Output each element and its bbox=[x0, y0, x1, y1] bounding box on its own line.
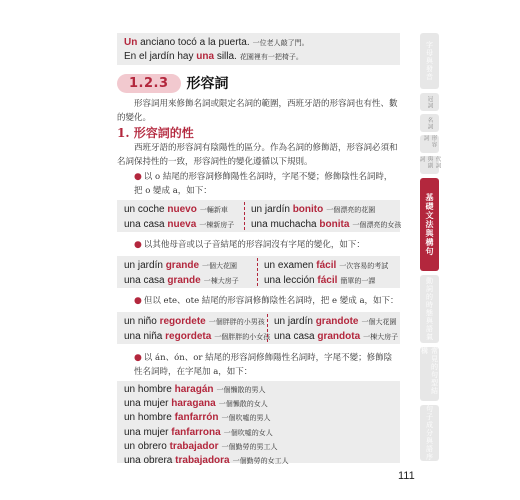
intro-paragraph: 形容詞用來修飾名詞或限定名詞的範圍，西班牙語的形容詞也有性、數的變化。 bbox=[117, 99, 398, 123]
tab-word-order[interactable]: 句子成分與語序 bbox=[420, 405, 439, 461]
example-line: una obrera trabajadora 一個勤勞的女工人 bbox=[124, 455, 289, 467]
example-box-an-on-or bbox=[117, 381, 400, 467]
gender-paragraph: 西班牙語的形容詞有陰陽性的區分。作為名詞的修飾語，形容詞必須和名詞保持性的一致，形容詞性的變化遵循以下規則。 bbox=[117, 143, 398, 167]
section-heading bbox=[117, 72, 229, 94]
page-number: 111 bbox=[398, 470, 415, 482]
example-box-other bbox=[117, 256, 400, 288]
tab-adjectives[interactable]: 形容詞 bbox=[420, 135, 439, 153]
example-column-right bbox=[264, 259, 388, 289]
tab-basic-grammar[interactable]: 基礎文法與構句 bbox=[420, 178, 439, 271]
tab-sentence-patterns[interactable]: 常見的句型結構 bbox=[420, 347, 439, 401]
example-line: un niño regordete 一個胖胖的小男孩 bbox=[124, 316, 265, 327]
example-line: un examen fácil 一次容易的考試 bbox=[264, 260, 389, 271]
bullet-rule-o: ● 以 o 結尾的形容詞修飾陽性名詞時，字尾不變；修飾陰性名詞時，把 o 變成 a，如下： bbox=[134, 172, 393, 196]
example-line: una casa nueva 一棟新房子 bbox=[124, 219, 235, 230]
example-column-right bbox=[251, 203, 401, 233]
bullet-rule-an-on-or: ● 以 án、ón、or 結尾的形容詞修飾陽性名詞時，字尾不變；修飾陰性名詞時，在字尾加 a，如下： bbox=[134, 353, 393, 377]
example-line: una lección fácil 簡單的一課 bbox=[264, 275, 376, 286]
heading-gender: 1. 形容詞的性 bbox=[117, 126, 194, 140]
dashed-divider bbox=[244, 202, 245, 230]
example-line: un coche nuevo 一輛新車 bbox=[124, 204, 228, 215]
bullet-icon: ● bbox=[134, 353, 142, 363]
bullet-icon: ● bbox=[134, 296, 142, 306]
example-column-left bbox=[124, 203, 234, 233]
tab-nouns[interactable]: 名詞 bbox=[420, 114, 439, 132]
example-line: En el jardín hay una silla. 花園裡有一把椅子。 bbox=[124, 51, 303, 62]
tab-pronunciation[interactable]: 字母與發音 bbox=[420, 33, 439, 89]
example-line: una casa grande 一棟大房子 bbox=[124, 275, 239, 286]
example-line: un obrero trabajador 一個勤勞的男工人 bbox=[124, 440, 278, 452]
tab-pronouns[interactable]: 代詞與副詞 bbox=[420, 156, 439, 174]
bullet-rule-ete: ● 但以 ete、ote 結尾的形容詞修飾陰性名詞時，把 e 變成 a，如下： bbox=[134, 296, 399, 306]
example-box-o bbox=[117, 200, 400, 232]
bullet-rule-other: ● 以其他母音或以子音結尾的形容詞沒有字尾的變化，如下： bbox=[134, 240, 365, 250]
section-number: 1.2.3 bbox=[117, 74, 181, 93]
example-box-ete bbox=[117, 312, 400, 344]
example-line: Un anciano tocó a la puerta. 一位老人敲了門。 bbox=[124, 37, 309, 48]
bullet-icon: ● bbox=[134, 172, 142, 182]
example-column-right bbox=[274, 315, 398, 345]
section-title: 形容詞 bbox=[186, 76, 229, 92]
example-column-left bbox=[124, 259, 239, 289]
example-line: una muchacha bonita 一個漂亮的女孩 bbox=[251, 219, 402, 230]
example-column bbox=[124, 383, 289, 468]
tab-articles[interactable]: 冠詞 bbox=[420, 93, 439, 111]
bullet-icon: ● bbox=[134, 240, 142, 250]
example-line: un jardín bonito 一個漂亮的花園 bbox=[251, 204, 376, 215]
example-line: un hombre fanfarrón 一個吹噓的男人 bbox=[124, 412, 271, 424]
example-line: una casa grandota 一棟大房子 bbox=[274, 331, 399, 342]
example-line: una mujer fanfarrona 一個吹噓的女人 bbox=[124, 426, 273, 438]
tab-verb-tenses[interactable]: 動詞的時態與語氣 bbox=[420, 275, 439, 343]
example-line: un jardín grande 一個大花園 bbox=[124, 260, 238, 271]
dashed-divider bbox=[267, 314, 268, 342]
dashed-divider bbox=[257, 258, 258, 286]
example-line: un hombre haragán 一個懶散的男人 bbox=[124, 384, 266, 395]
top-example-box bbox=[117, 33, 400, 65]
example-column-left bbox=[124, 315, 270, 345]
example-line: una niña regordeta 一個胖胖的小女孩 bbox=[124, 331, 271, 342]
example-line: una mujer haragana 一個懶散的女人 bbox=[124, 398, 268, 410]
example-line: un jardín grandote 一個大花園 bbox=[274, 316, 397, 327]
